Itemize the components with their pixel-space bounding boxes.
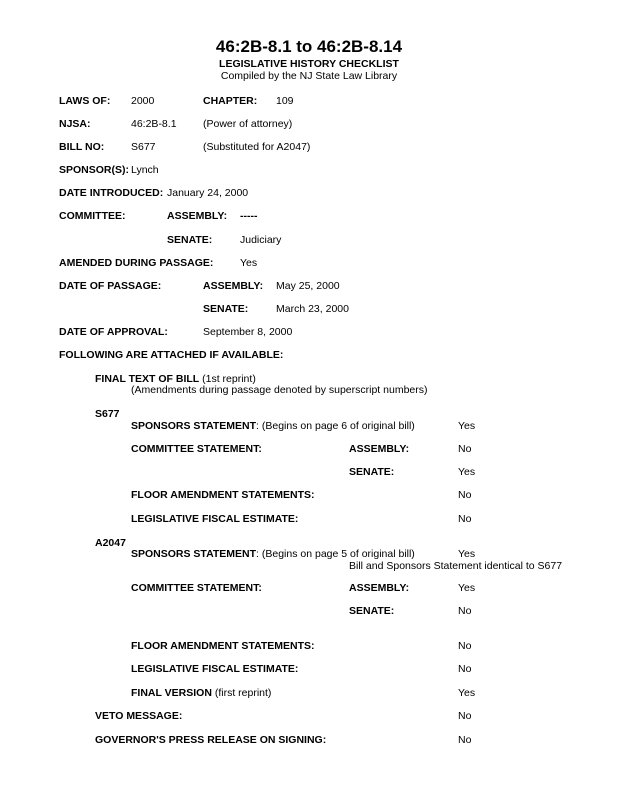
date-introduced-value: January 24, 2000 [167, 187, 249, 199]
bill-no-value: S677 [131, 141, 156, 153]
veto-label: VETO MESSAGE: [95, 710, 183, 722]
a2047-sponsors-value: Yes [458, 548, 476, 560]
final-text-note: (1st reprint) [199, 373, 256, 385]
chapter-label: CHAPTER: [203, 95, 258, 107]
a2047-label: A2047 [95, 537, 126, 549]
a2047-sponsors-label: SPONSORS STATEMENT [131, 548, 257, 560]
passage-senate-label: SENATE: [203, 303, 249, 315]
laws-of-value: 2000 [131, 95, 155, 107]
passage-senate-value: March 23, 2000 [276, 303, 349, 315]
bill-no-label: BILL NO: [59, 141, 105, 153]
s677-fiscal-value: No [458, 513, 472, 525]
attached-heading: FOLLOWING ARE ATTACHED IF AVAILABLE: [59, 349, 284, 361]
press-release-value: No [458, 734, 472, 746]
a2047-committee-senate-label: SENATE: [349, 605, 395, 617]
a2047-final-line [131, 687, 271, 699]
s677-sponsors-line [131, 420, 415, 432]
s677-committee-assembly-label: ASSEMBLY: [349, 443, 410, 455]
sponsors-label: SPONSOR(S): [59, 164, 130, 176]
a2047-floor-label: FLOOR AMENDMENT STATEMENTS: [131, 640, 315, 652]
committee-senate-label: SENATE: [167, 234, 213, 246]
committee-assembly-value: ----- [240, 210, 258, 222]
committee-label: COMMITTEE: [59, 210, 126, 222]
a2047-final-value: Yes [458, 687, 476, 699]
press-release-label: GOVERNOR'S PRESS RELEASE ON SIGNING: [95, 734, 327, 746]
compiled-by: Compiled by the NJ State Law Library [220, 70, 398, 82]
a2047-fiscal-label: LEGISLATIVE FISCAL ESTIMATE: [131, 663, 299, 675]
a2047-final-note: (first reprint) [211, 687, 272, 699]
a2047-sponsors-note: : (Begins on page 5 of original bill) [256, 548, 415, 560]
approval-label: DATE OF APPROVAL: [59, 326, 168, 338]
a2047-sponsors-line [131, 548, 415, 560]
passage-assembly-label: ASSEMBLY: [203, 280, 264, 292]
veto-value: No [458, 710, 472, 722]
laws-of-label: LAWS OF: [59, 95, 111, 107]
page-subtitle: LEGISLATIVE HISTORY CHECKLIST [219, 58, 399, 70]
committee-senate-value: Judiciary [240, 234, 282, 246]
s677-sponsors-value: Yes [458, 420, 476, 432]
a2047-committee-senate-value: No [458, 605, 472, 617]
a2047-committee-assembly-label: ASSEMBLY: [349, 582, 410, 594]
amended-value: Yes [240, 257, 258, 269]
a2047-committee-assembly-value: Yes [458, 582, 476, 594]
final-text-sub: (Amendments during passage denoted by superscript numbers) [131, 384, 428, 396]
page-title: 46:2B-8.1 to 46:2B-8.14 [215, 37, 403, 56]
s677-committee-label: COMMITTEE STATEMENT: [131, 443, 262, 455]
passage-label: DATE OF PASSAGE: [59, 280, 162, 292]
date-introduced-label: DATE INTRODUCED: [59, 187, 164, 199]
approval-value: September 8, 2000 [203, 326, 293, 338]
s677-committee-senate-value: Yes [458, 466, 476, 478]
njsa-value: 46:2B-8.1 [131, 118, 177, 130]
bill-no-note: (Substituted for A2047) [203, 141, 311, 153]
amended-label: AMENDED DURING PASSAGE: [59, 257, 214, 269]
njsa-note: (Power of attorney) [203, 118, 293, 130]
s677-floor-label: FLOOR AMENDMENT STATEMENTS: [131, 489, 315, 501]
s677-label: S677 [95, 408, 120, 420]
s677-committee-senate-label: SENATE: [349, 466, 395, 478]
a2047-final-label: FINAL VERSION [131, 687, 212, 699]
committee-assembly-label: ASSEMBLY: [167, 210, 228, 222]
a2047-committee-label: COMMITTEE STATEMENT: [131, 582, 262, 594]
a2047-floor-value: No [458, 640, 472, 652]
s677-committee-assembly-value: No [458, 443, 472, 455]
passage-assembly-value: May 25, 2000 [276, 280, 340, 292]
s677-sponsors-note: : (Begins on page 6 of original bill) [256, 420, 415, 432]
s677-fiscal-label: LEGISLATIVE FISCAL ESTIMATE: [131, 513, 299, 525]
chapter-value: 109 [276, 95, 294, 107]
njsa-label: NJSA: [59, 118, 91, 130]
sponsors-value: Lynch [131, 164, 159, 176]
final-text-label: FINAL TEXT OF BILL [95, 373, 200, 385]
a2047-sponsors-sub: Bill and Sponsors Statement identical to S677 [349, 560, 563, 572]
s677-sponsors-label: SPONSORS STATEMENT [131, 420, 257, 432]
a2047-fiscal-value: No [458, 663, 472, 675]
s677-floor-value: No [458, 489, 472, 501]
